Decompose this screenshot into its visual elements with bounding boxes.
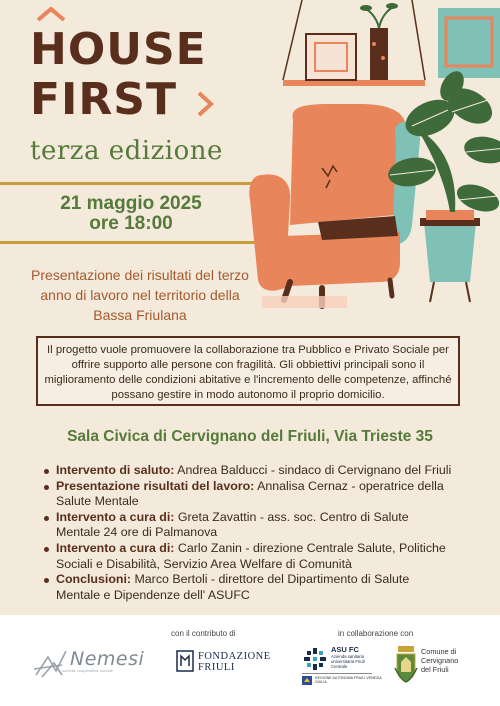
asufc-name: ASU FC (331, 645, 359, 654)
intro-box: Il progetto vuole promuovere la collaborazione tra Pubblico e Privato Sociale per offrire supporto alle persone con fragilità. Gli obbiettivi principali sono il miglioramento delle condizioni abitative e l'incremento delle competenze, affinché possano gestire in modo autonomo il proprio domicilio. (36, 336, 460, 406)
bullet-icon (44, 578, 49, 583)
presentation-text: Presentazione dei risultati del terzo anno di lavoro nel territorio della Bassa Friulana (31, 267, 249, 323)
bullet-icon (44, 469, 49, 474)
edition-subtitle: terza edizione (30, 136, 223, 166)
comune-crest-icon (394, 644, 418, 684)
agenda-item-text: Greta Zavattin - ass. soc. Centro di Salute Mentale 24 ore di Palmanova (56, 509, 409, 540)
agenda-item (44, 572, 454, 603)
agenda-item-text: Carlo Zanin - direzione Centrale Salute, Politiche Sociali e Disabilità, Servizio Area Welfare di Comunità (56, 540, 446, 571)
event-date: 21 maggio 2025 (60, 193, 202, 214)
asufc-subtitle: Azienda sanitaria universitaria Friuli Centrale (331, 654, 365, 669)
comune-line1: Comune di (421, 647, 457, 656)
comune-line3: del Friuli (421, 665, 449, 674)
title-first: FIRST (30, 74, 178, 125)
agenda-item (44, 510, 454, 541)
agenda-item-label: Intervento a cura di: (56, 509, 175, 524)
region-crest-icon (302, 676, 312, 685)
divider-bottom (0, 241, 262, 244)
agenda-item-text: Marco Bertoli - direttore del Dipartimento di Salute Mentale e Dipendenze dell' ASUFC (56, 572, 410, 602)
title-house: HOUSE (30, 24, 207, 75)
agenda-item (44, 541, 454, 572)
caret-up-icon (36, 6, 66, 22)
armchair-illustration (230, 0, 500, 330)
asufc-divider (302, 673, 372, 674)
fondazione-friuli-logo-icon (176, 650, 194, 672)
asufc-logo-icon (302, 646, 328, 672)
fondazione-line2: FRIULI (198, 662, 235, 673)
agenda-item-label: Conclusioni: (56, 572, 132, 587)
agenda-item-label: Intervento di saluto: (56, 463, 175, 477)
agenda-item (44, 463, 454, 479)
bullet-icon (44, 547, 49, 552)
agenda-list (44, 463, 454, 603)
region-name: REGIONE AUTONOMA FRIULI VENEZIA GIULIA (315, 676, 382, 685)
agenda-item (44, 479, 454, 510)
bullet-icon (44, 485, 49, 490)
fondazione-line1: FONDAZIONE (198, 651, 271, 662)
agenda-item-label: Intervento a cura di: (56, 540, 175, 555)
collaboration-label: in collaborazione con (338, 629, 414, 638)
event-time: ore 18:00 (89, 213, 173, 234)
bullet-icon (44, 516, 49, 521)
agenda-item-label: Presentazione risultati del lavoro: (56, 478, 255, 493)
comune-line2: Cervignano (421, 656, 459, 665)
nemesi-subtitle: società cooperativa sociale (62, 669, 113, 673)
venue-heading: Sala Civica di Cervignano del Friuli, Via Trieste 35 (67, 428, 433, 445)
agenda-item-text: Andrea Balducci - sindaco di Cervignano del Friuli (174, 463, 452, 477)
nemesi-name: Nemesi (70, 648, 145, 670)
contribution-label: con il contributo di (171, 629, 236, 638)
caret-right-icon (195, 90, 215, 118)
agenda-item-text: Annalisa Cernaz - operatrice della Salute Mentale (56, 478, 444, 509)
divider-top (0, 182, 262, 185)
